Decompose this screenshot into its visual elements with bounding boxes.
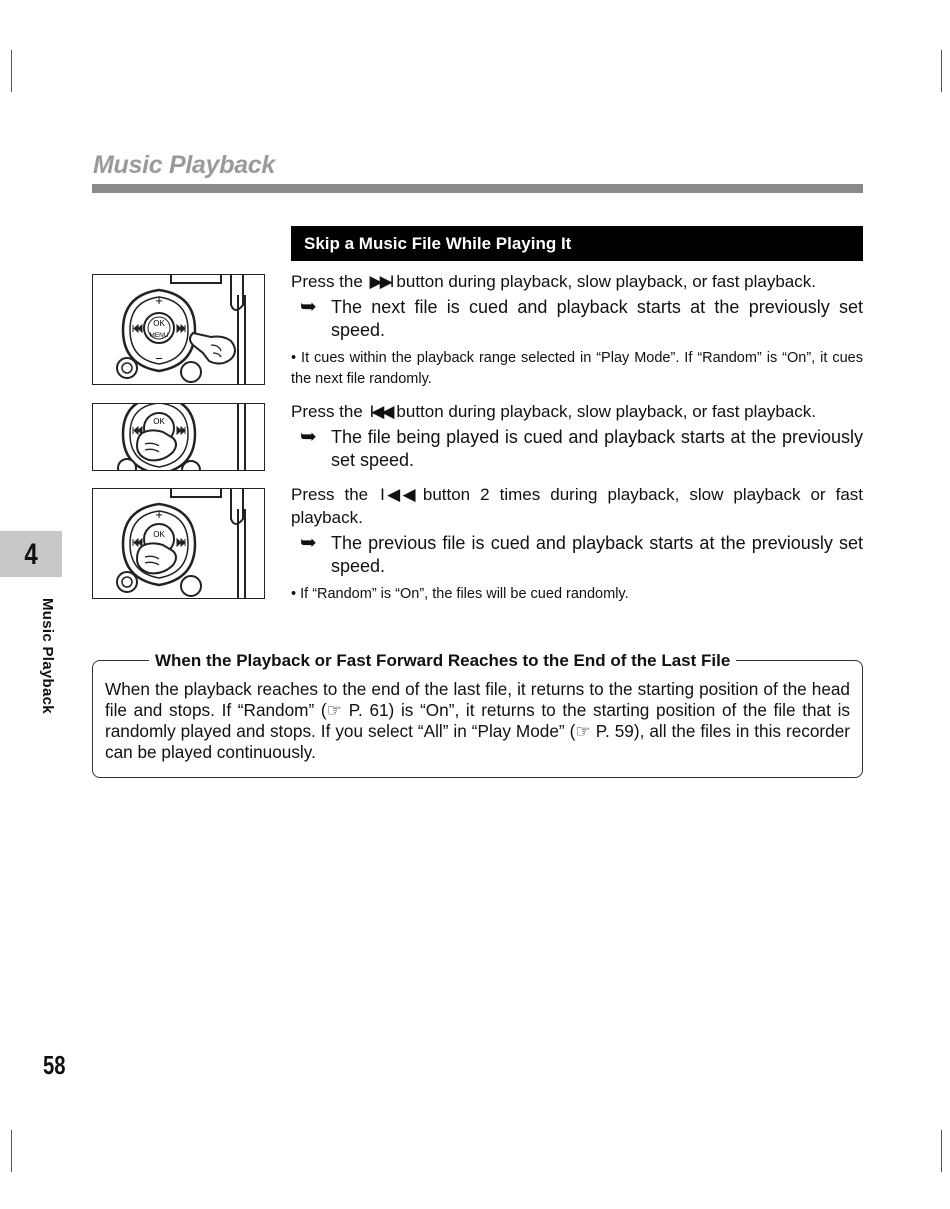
crop-mark-bottom-left [11,1130,12,1172]
result-arrow-icon: ➥ [300,532,317,554]
step-skip-back-twice [291,483,863,605]
step-result: ➥ The previous file is cued and playback starts at the previously set speed. [300,532,863,576]
crop-mark-top-left [11,50,12,92]
plus-label: + [155,293,163,308]
crop-mark-top-right [941,50,942,92]
step-skip-forward [291,270,863,390]
ok-label: OK [153,319,165,328]
crop-mark-bottom-right [941,1130,942,1172]
step-result: ➥ The next file is cued and playback starts at the previously set speed. [300,296,863,340]
subheading: Skip a Music File While Playing It [291,226,863,261]
chapter-number: 4 [24,538,38,571]
chapter-label: Music Playback [39,598,56,714]
forward-skip-icon: ▶▶I [369,272,392,291]
menu-label: MENU [149,332,169,339]
info-box-title: When the Playback or Fast Forward Reaches to the End of the Last File [149,650,736,672]
step-skip-back [291,400,863,472]
page-number: 58 [43,1050,66,1080]
step-note: • It cues within the playback range selected in “Play Mode”. If “Random” is “On”, it cues the next file randomly. [291,350,863,387]
step-note: • If “Random” is “On”, the files will be cued randomly. [291,586,629,602]
illustration-back-button [92,403,265,471]
section-title: Music Playback [93,151,276,179]
ok-label: OK [153,530,165,539]
step-result: ➥ The file being played is cued and playback starts at the previously set speed. [300,426,863,470]
back-skip-icon: I◀◀ [369,402,392,421]
ok-label: OK [153,417,165,426]
step-instruction: Press the I◀◀ button 2 times during playback, slow playback or fast playback. [291,485,863,527]
section-rule [92,184,863,193]
illustration-back-button-twice [92,488,265,599]
illustration-forward-button [92,274,265,385]
minus-label: − [155,351,163,366]
result-arrow-icon: ➥ [300,426,317,448]
info-box-body: When the playback reaches to the end of the last file, it returns to the starting position of the head file and stops. If “Random” (☞ P. 61) is “On”, it returns to the starting position of the file that is randomly played and stops. If you select “All” in “Play Mode” (☞ P. 59), all the files in this recorder can be played continuously. [105,679,850,762]
step-instruction: Press the I◀◀ button during playback, slow playback, or fast playback. [291,402,816,421]
plus-label: + [155,507,163,522]
result-arrow-icon: ➥ [300,296,317,318]
step-instruction: Press the ▶▶I button during playback, slow playback, or fast playback. [291,272,816,291]
back-skip-icon: I◀◀ [380,485,418,504]
